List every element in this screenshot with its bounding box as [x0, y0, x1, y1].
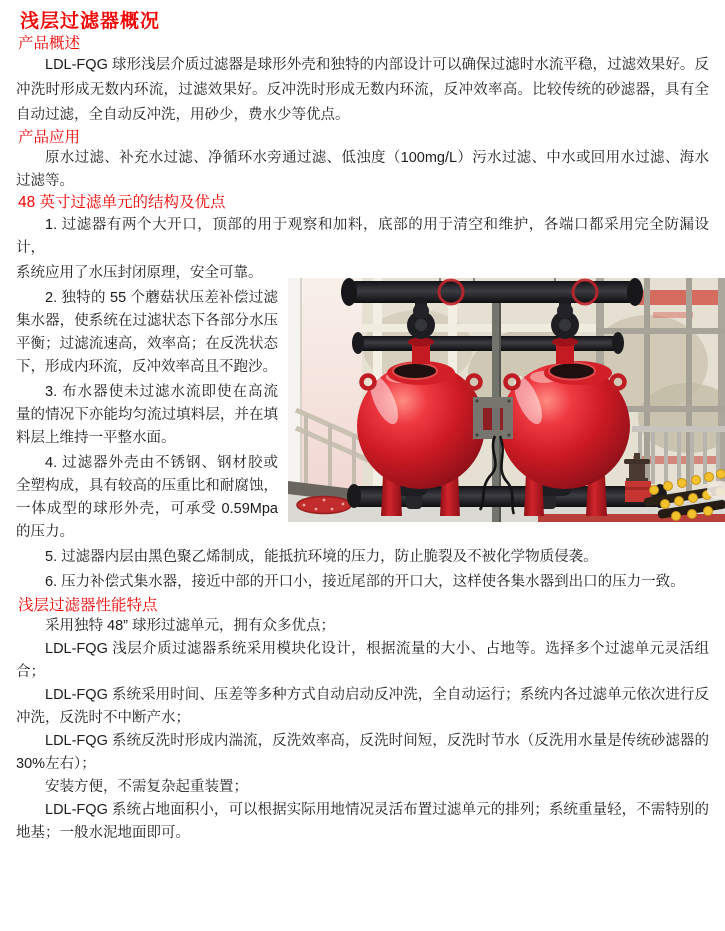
structure-section	[16, 214, 709, 594]
page-title: 浅层过滤器概况	[20, 11, 161, 32]
feature-item-1: 采用独特 48” 球形过滤单元，拥有众多优点；	[45, 618, 336, 634]
feature-item-5: 安装方便，不需复杂起重装置；	[45, 779, 248, 795]
structure-item-4: 4. 过滤器外壳由不锈钢、钢材胶或全塑构成，具有较高的压重比和耐腐蚀，一体成型的球形外壳，可承受 0.59Mpa 的压力。	[16, 455, 278, 540]
feature-item-4: LDL-FQG 系统反洗时形成内湍流，反洗效率高，反洗时间短，反洗时节水（反洗用水量是传统砂滤器的30%左右）；	[16, 733, 709, 772]
features-section	[16, 615, 709, 845]
application-text: 原水过滤、补充水过滤、净循环水旁通过滤、低浊度（100mg/L）污水过滤、中水或回用水过滤、海水过滤等。	[16, 150, 709, 189]
heading-structure-advantages: 48 英寸过滤单元的结构及优点	[18, 194, 226, 211]
heading-performance-features: 浅层过滤器性能特点	[18, 597, 158, 614]
overview-text: LDL-FQG 球形浅层介质过滤器是球形外壳和独特的内部设计可以确保过滤时水流平稳，过滤效果好。反冲洗时形成无数内环流，过滤效果好。反冲洗时形成无数内环流，反冲效率高。比较传统的砂滤器，具有全自动过滤，全自动反冲洗，用砂少，费水少等优点。	[16, 57, 709, 123]
structure-item-2: 2. 独特的 55 个蘑菇状压差补偿过滤集水器，使系统在过滤状态下各部分水压平衡；过滤流速高，效率高；在反洗状态下，形成内环流，反冲效率高且不跑沙。	[16, 290, 278, 375]
structure-item-1b: 系统应用了水压封闭原理，安全可靠。	[16, 265, 263, 281]
heading-product-application: 产品应用	[18, 129, 81, 146]
heading-product-overview: 产品概述	[18, 35, 81, 52]
structure-item-5: 5. 过滤器内层由黑色聚乙烯制成，能抵抗环境的压力，防止脆裂及不被化学物质侵袭。	[45, 549, 598, 565]
feature-item-6: LDL-FQG 系统占地面积小，可以根据实际用地情况灵活布置过滤单元的排列；系统重量轻，不需特别的地基；一般水泥地面即可。	[16, 802, 709, 841]
feature-item-2: LDL-FQG 浅层介质过滤器系统采用模块化设计，根据流量的大小、占地等。选择多个过滤单元灵活组合；	[16, 641, 709, 680]
red-sphere-filter-units-photo	[288, 278, 725, 522]
filter-photo-illustration	[288, 278, 725, 522]
structure-item-1a: 1. 过滤器有两个大开口，顶部的用于观察和加料，底部的用于清空和维护，各端口都采用完全防漏设计，	[16, 217, 709, 256]
structure-item-3: 3. 布水器使未过滤水流即使在高流量的情况下亦能均匀流过填料层，并在填料层上维持一平整水面。	[16, 384, 278, 446]
feature-item-3: LDL-FQG 系统采用时间、压差等多种方式自动启动反冲洗，全自动运行；系统内各过滤单元依次进行反冲洗，反洗时不中断产水；	[16, 687, 709, 726]
structure-item-6: 6. 压力补偿式集水器，接近中部的开口小，接近尾部的开口大，这样使各集水器到出口的压力一致。	[45, 574, 685, 590]
